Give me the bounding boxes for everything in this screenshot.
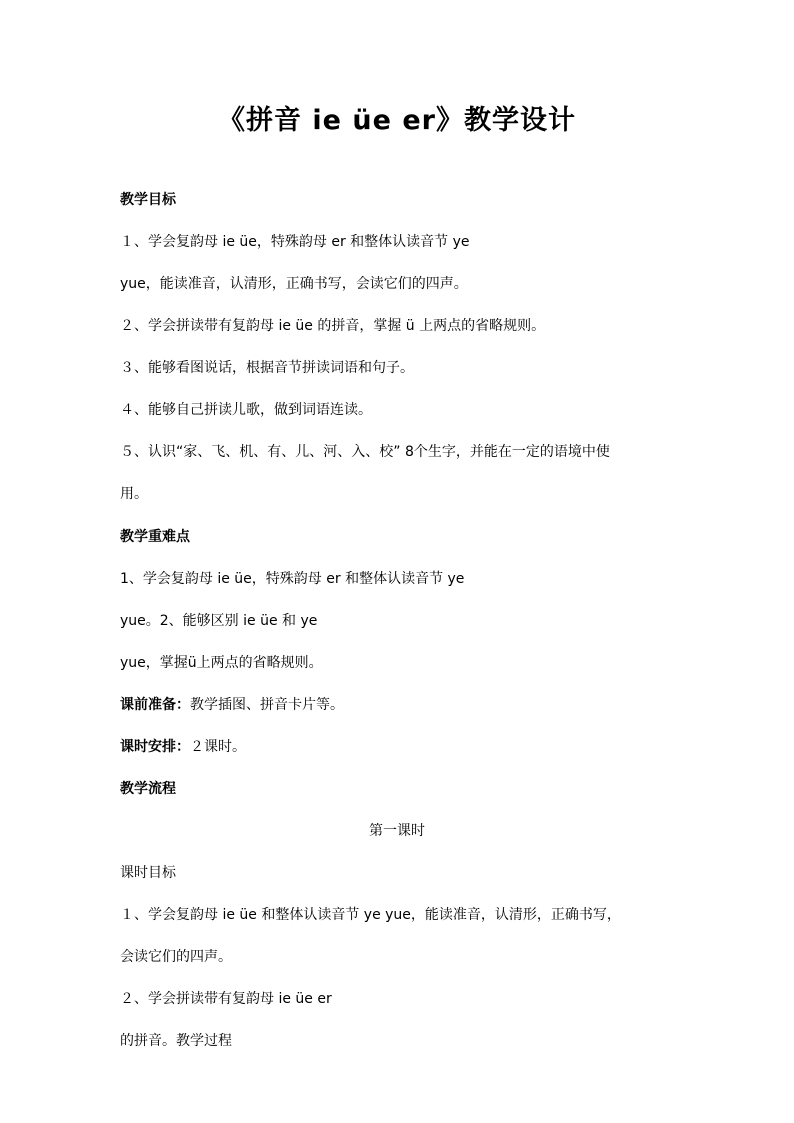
- document-title: 《拼音 ie üe er》教学设计: [218, 105, 576, 136]
- lesson-goal-heading: 课时目标: [120, 865, 176, 881]
- schedule-line: [120, 738, 246, 756]
- preparation-label: 课前准备：: [120, 697, 190, 713]
- schedule-label: 课时安排：: [120, 739, 190, 755]
- objectives-heading: 教学目标: [120, 192, 176, 208]
- objective-line: yue，能读准音，认清形，正确书写，会读它们的四声。: [120, 276, 468, 292]
- flow-heading: 教学流程: [120, 781, 176, 797]
- objective-line: 用。: [120, 486, 148, 502]
- objective-line: ２、学会拼读带有复韵母 ie üe 的拼音，掌握 ü 上两点的省略规则。: [120, 318, 546, 334]
- key-point-line: yue，掌握ü上两点的省略规则。: [120, 655, 323, 671]
- key-points-heading: 教学重难点: [120, 529, 190, 545]
- preparation-line: [120, 696, 344, 714]
- key-point-line: 1、学会复韵母 ie üe，特殊韵母 er 和整体认读音节 ye: [120, 571, 465, 587]
- objective-line: ５、认识“家、飞、机、有、儿、河、入、校” 8个生字，并能在一定的语境中使: [120, 444, 610, 460]
- schedule-text: ２课时。: [190, 739, 246, 755]
- objective-line: ３、能够看图说话，根据音节拼读词语和句子。: [120, 360, 414, 376]
- lesson-goal-line: 的拼音。教学过程: [120, 1033, 232, 1049]
- objective-line: ４、能够自己拼读儿歌，做到词语连读。: [120, 402, 372, 418]
- key-point-line: yue。2、能够区别 ie üe 和 ye: [120, 613, 318, 629]
- preparation-text: 教学插图、拼音卡片等。: [190, 697, 344, 713]
- lesson-title: 第一课时: [369, 823, 425, 839]
- objective-line: １、学会复韵母 ie üe，特殊韵母 er 和整体认读音节 ye: [120, 234, 470, 250]
- lesson-goal-line: １、学会复韵母 ie üe 和整体认读音节 ye yue，能读准音，认清形，正确书写，: [120, 907, 621, 923]
- lesson-goal-line: 会读它们的四声。: [120, 949, 232, 965]
- lesson-goal-line: ２、学会拼读带有复韵母 ie üe er: [120, 991, 332, 1007]
